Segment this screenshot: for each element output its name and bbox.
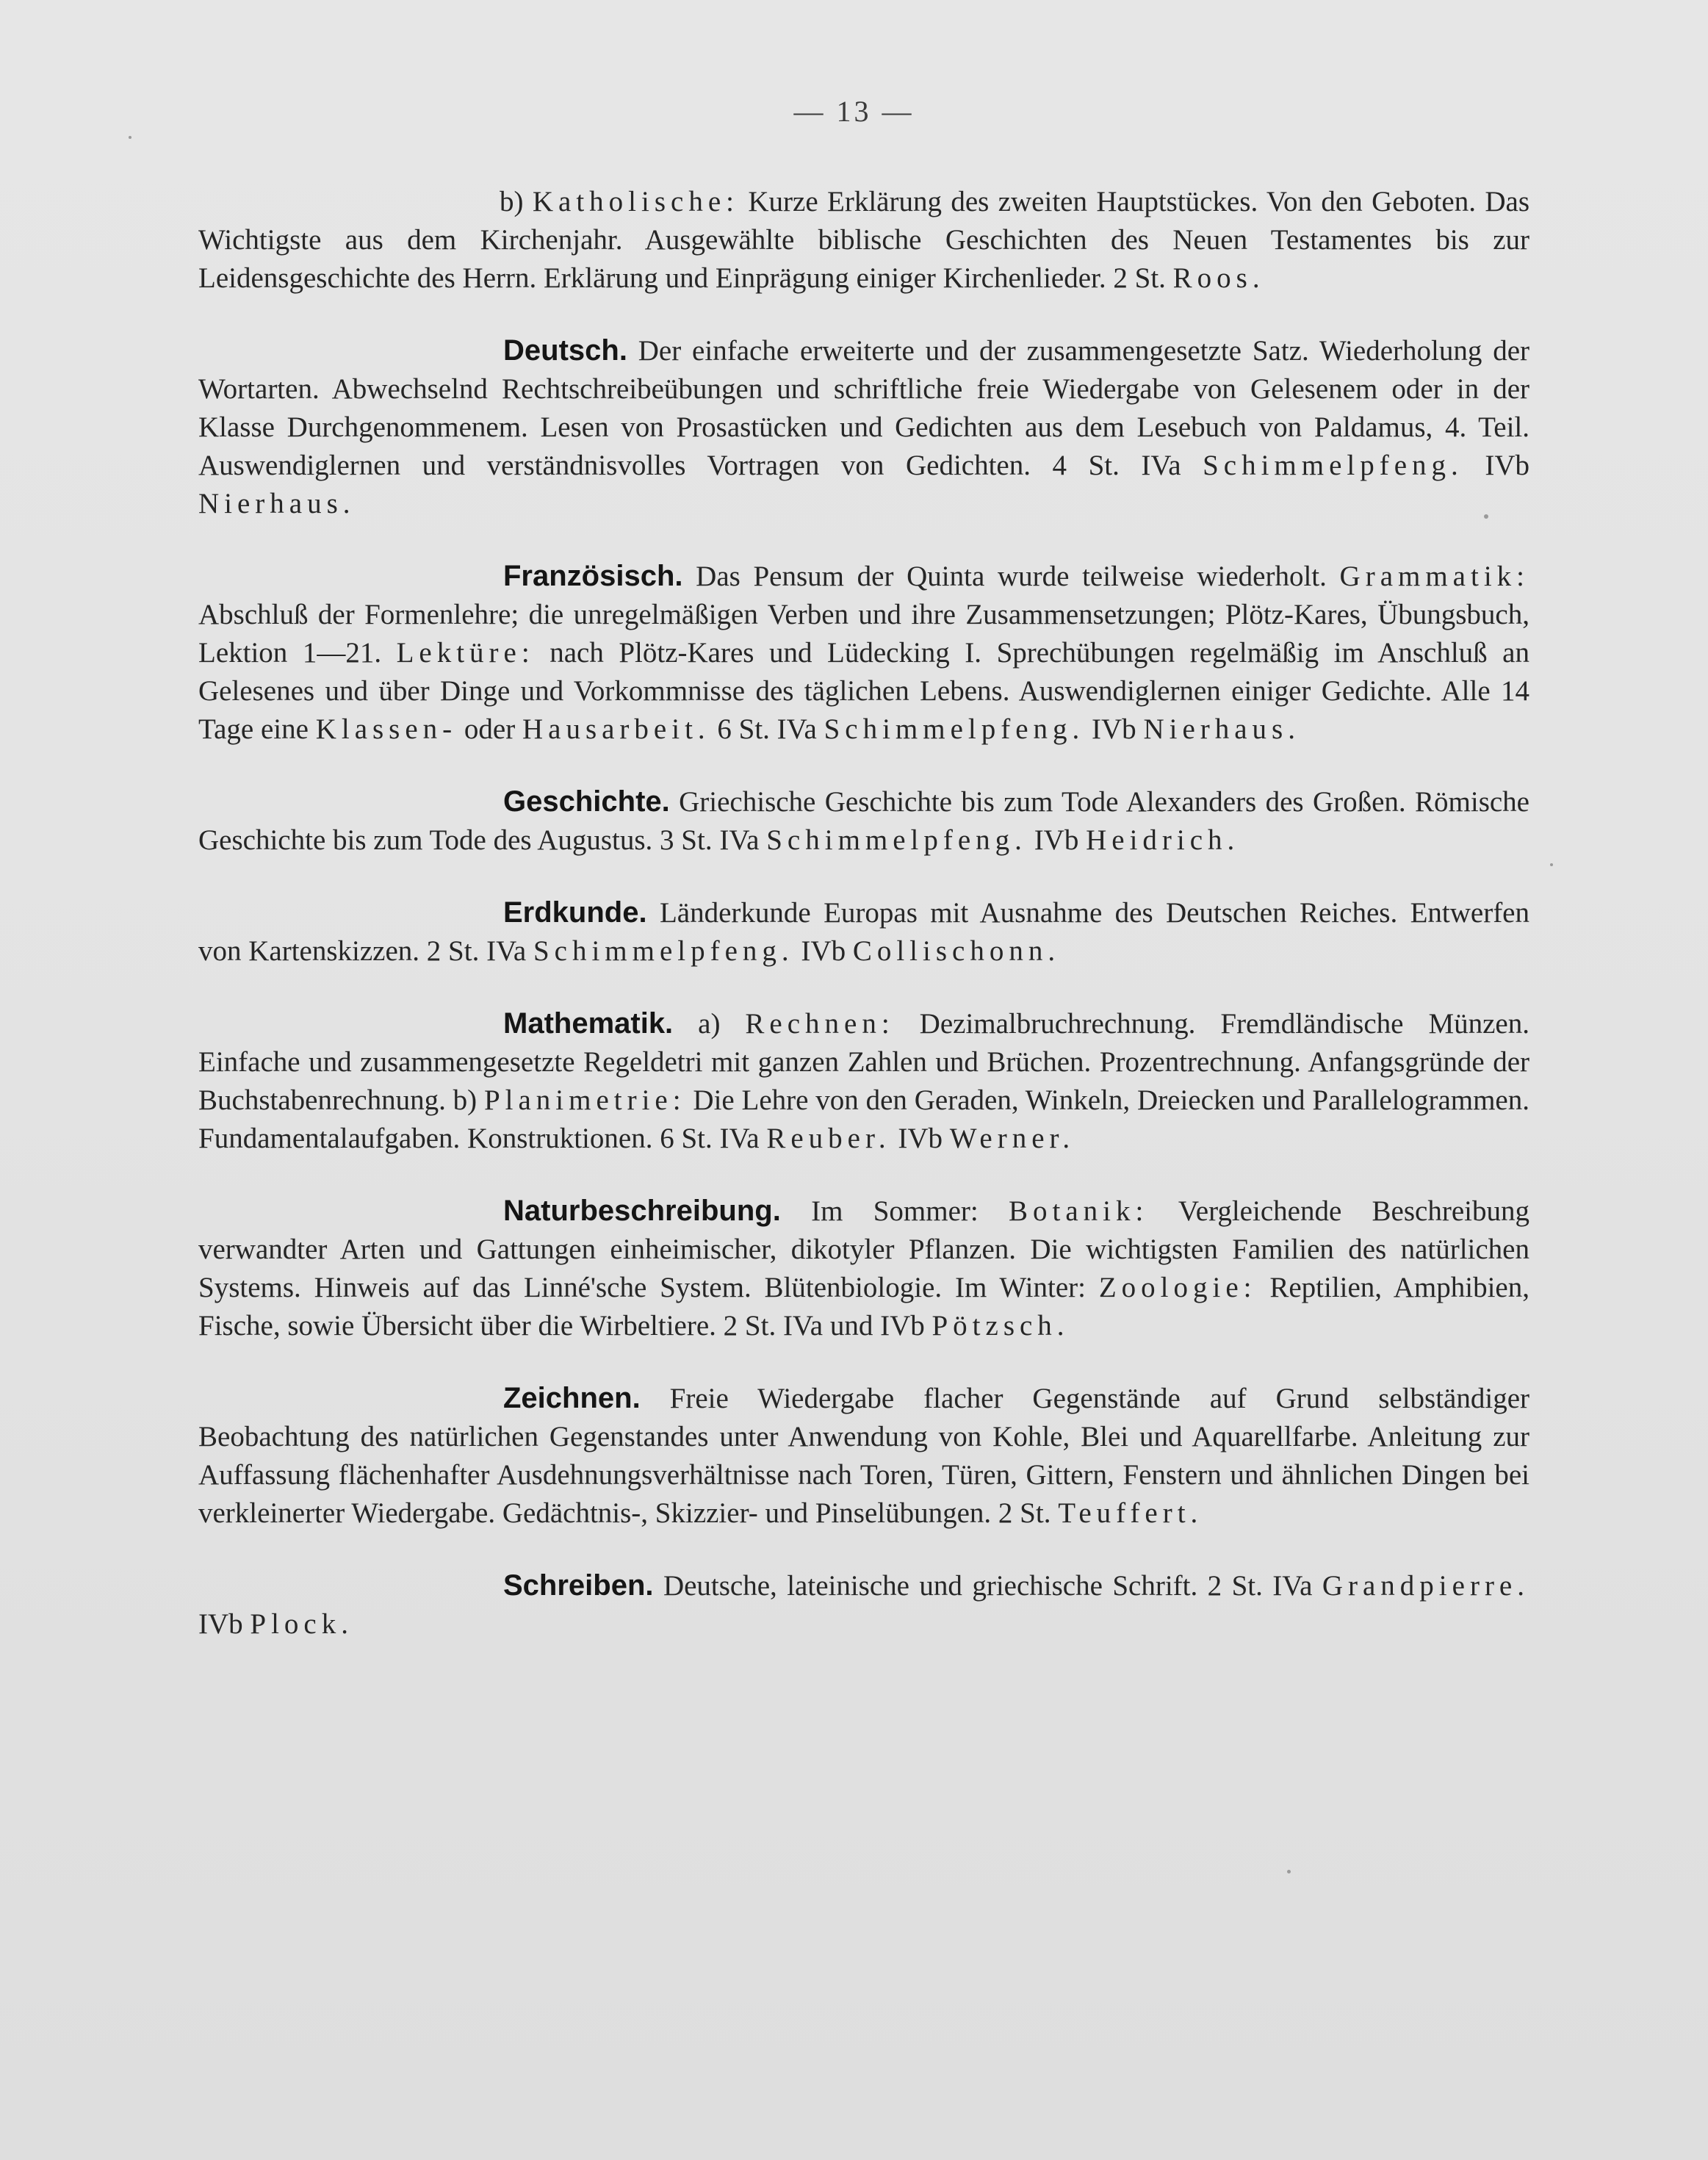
text-run: Dezimalbruchrechnung. Fremdländische Münzen. Einfache und zusammengesetzte Regeldetri mit ganzen Zahlen und Brüchen. Prozentrechnung. Anfangsgründe der Buchstabenrechnung. b) xyxy=(198,1008,1529,1116)
text-run: Reptilien, Amphibien, Fische, sowie Übersicht über die Wirbeltiere. 2 St. IVa und IVb xyxy=(198,1272,1529,1342)
section-katholische xyxy=(198,183,1529,298)
scan-speck xyxy=(1287,1870,1291,1873)
spaced-term: Grandpierre. xyxy=(1322,1570,1529,1602)
spaced-term: Hausarbeit. xyxy=(522,713,710,745)
section-heading: Schreiben. xyxy=(503,1569,654,1602)
text-run: Im Sommer: xyxy=(780,1195,1009,1227)
scan-speck xyxy=(1550,863,1553,866)
section-heading: Zeichnen. xyxy=(503,1382,641,1414)
spaced-term: Nierhaus. xyxy=(198,488,356,519)
text-run: IVb xyxy=(793,935,853,967)
section-text xyxy=(198,1008,1529,1154)
section-heading: Französisch. xyxy=(503,560,683,592)
spaced-term: Schimmelpfeng. xyxy=(766,824,1027,856)
section-text xyxy=(198,897,1529,967)
section-text xyxy=(198,1195,1529,1342)
spaced-term: Werner. xyxy=(949,1123,1075,1154)
spaced-term: Pötzsch. xyxy=(932,1310,1070,1342)
text-run: Freie Wiedergabe flacher Gegenstände auf Grund selbständiger Beobachtung des natürlichen Gegenstandes unter Anwendung von Kohle, Blei und Aquarellfarbe. Anleitung zur Auffassung flächenhafter Ausdehnungsverhältnisse nach Toren, Türen, Gittern, Fenstern und ähnlichen Dingen bei verkleinerter Wiedergabe. Gedächtnis-, Skizzier- und Pinselübungen. 2 St. xyxy=(198,1383,1529,1529)
text-run: Länderkunde Europas mit Ausnahme des Deutschen Reiches. Entwerfen von Kartenskizzen. 2 St. IVa xyxy=(198,897,1529,967)
text-run: oder xyxy=(457,713,522,745)
text-run: Kurze Erklärung des zweiten Hauptstückes. Von den Geboten. Das Wichtigste aus dem Kirchenjahr. Ausgewählte biblische Geschichten des Neuen Testamentes bis zur Leidensgeschichte des Herrn. Erklärung und Einprägung einiger Kirchenlieder. 2 St. xyxy=(198,186,1529,294)
section-erdkunde xyxy=(198,893,1529,971)
section-text xyxy=(198,786,1529,856)
text-run: IVb xyxy=(1463,450,1529,481)
text-run: IVb xyxy=(1084,713,1144,745)
spaced-term: Grammatik: xyxy=(1339,561,1529,592)
section-geschichte xyxy=(198,782,1529,860)
spaced-term: Nierhaus. xyxy=(1143,713,1300,745)
section-zeichnen xyxy=(198,1379,1529,1533)
section-franzoesisch xyxy=(198,557,1529,749)
text-run: IVb xyxy=(198,1608,251,1640)
spaced-term: Collischonn. xyxy=(852,935,1061,967)
text-run: Die Lehre von den Geraden, Winkeln, Dreiecken und Parallelogrammen. Fundamentalaufgaben. Konstruktionen. 6 St. IVa xyxy=(198,1084,1529,1154)
spaced-term: Katholische: xyxy=(532,186,739,217)
scan-speck xyxy=(1484,514,1488,519)
text-run: a) xyxy=(673,1008,746,1040)
text-run: Das Pensum der Quinta wurde teilweise wiederholt. xyxy=(682,561,1340,592)
text-run: nach Plötz-Kares und Lüdecking I. Sprechübungen regelmäßig im Anschluß an Gelesenes und über Dinge und Vorkommnisse des täglichen Lebens. Auswendiglernen einiger Gedichte. Alle 14 Tage eine xyxy=(198,637,1529,745)
section-text xyxy=(198,335,1529,519)
spaced-term: Schimmelpfeng. xyxy=(824,713,1085,745)
page-number: — 13 — xyxy=(793,95,915,128)
section-text xyxy=(198,561,1529,745)
section-naturbeschreibung xyxy=(198,1192,1529,1345)
text-run: IVb xyxy=(1026,824,1087,856)
text-run: IVb xyxy=(890,1123,950,1154)
text-run: 6 St. IVa xyxy=(710,713,824,745)
section-mathematik xyxy=(198,1004,1529,1158)
section-heading: Mathematik. xyxy=(503,1007,674,1040)
page-body xyxy=(198,154,1529,1677)
spaced-term: Rechnen: xyxy=(745,1008,895,1040)
section-text xyxy=(198,1383,1529,1529)
spaced-term: Schimmelpfeng. xyxy=(1203,450,1463,481)
spaced-term: Lektüre: xyxy=(396,637,535,669)
section-heading: Erdkunde. xyxy=(503,896,647,929)
text-run: b) xyxy=(500,186,533,217)
spaced-term: Schimmelpfeng. xyxy=(533,935,794,967)
spaced-term: Teuffert. xyxy=(1058,1497,1203,1529)
section-heading: Naturbeschreibung. xyxy=(503,1195,781,1227)
section-schreiben xyxy=(198,1566,1529,1644)
spaced-term: Planimetrie: xyxy=(483,1084,686,1116)
text-run: Vergleichende Beschreibung verwandter Arten und Gattungen einheimischer, dikotyler Pflanzen. Die wichtigsten Familien des natürlichen Systems. Hinweis auf das Linné'sche System. Blütenbiologie. Im Winter: xyxy=(198,1195,1529,1303)
section-deutsch xyxy=(198,331,1529,523)
text-run: Der einfache erweiterte und der zusammengesetzte Satz. Wiederholung der Wortarten. Abwechselnd Rechtschreibeübungen und schriftliche freie Wiedergabe von Gelesenem oder in der Klasse Durchgenommenem. Lesen von Prosastücken und Gedichten aus dem Lesebuch von Paldamus, 4. Teil. Auswendiglernen und verständnisvolles Vortragen von Gedichten. 4 St. IVa xyxy=(198,335,1529,481)
spaced-term: Reuber. xyxy=(766,1123,891,1154)
section-text xyxy=(198,186,1529,294)
text-run: Abschluß der Formenlehre; die unregelmäßigen Verben und ihre Zusammensetzungen; Plötz-Kares, Übungsbuch, Lektion 1—21. xyxy=(198,599,1529,669)
spaced-term: Zoologie: xyxy=(1098,1272,1257,1303)
text-run: Deutsche, lateinische und griechische Schrift. 2 St. IVa xyxy=(653,1570,1322,1602)
text-run: Griechische Geschichte bis zum Tode Alexanders des Großen. Römische Geschichte bis zum Tode des Augustus. 3 St. IVa xyxy=(198,786,1529,856)
spaced-term: Heidrich. xyxy=(1086,824,1240,856)
section-heading: Deutsch. xyxy=(503,334,627,367)
spaced-term: Roos. xyxy=(1172,262,1265,294)
section-heading: Geschichte. xyxy=(503,785,670,818)
spaced-term: Plock. xyxy=(250,1608,353,1640)
section-text xyxy=(198,1570,1529,1640)
spaced-term: Klassen- xyxy=(315,713,458,745)
scan-speck xyxy=(129,136,131,139)
spaced-term: Botanik: xyxy=(1009,1195,1149,1227)
